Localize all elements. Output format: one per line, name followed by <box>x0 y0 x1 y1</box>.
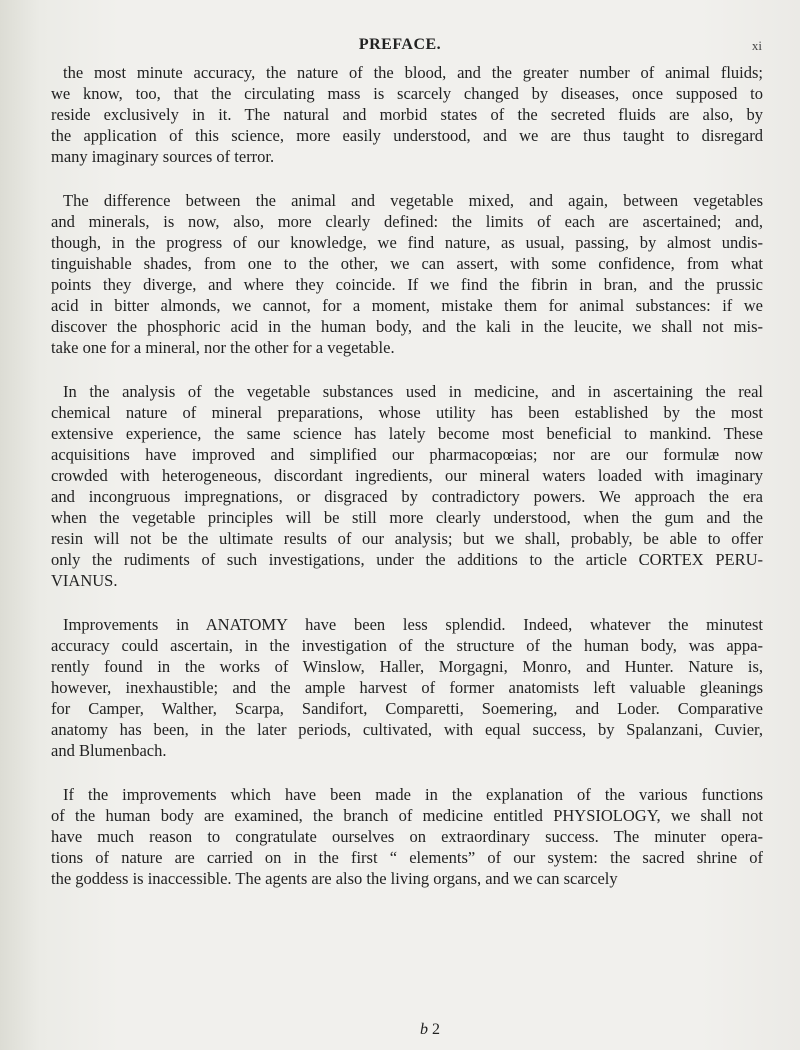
paragraph <box>51 784 763 889</box>
text-line: crowded with heterogeneous, discordant ingredients, our mineral waters loaded with imaginary <box>51 466 763 485</box>
text-line: many imaginary sources of terror. <box>51 147 275 166</box>
text-line: chemical nature of mineral preparations, whose utility has been established by the most <box>51 403 763 422</box>
paragraph <box>51 62 763 167</box>
text-line: we know, too, that the circulating mass is scarcely changed by diseases, once supposed to <box>51 84 763 103</box>
text-line: The difference between the animal and vegetable mixed, and again, between vegetables <box>63 191 763 210</box>
text-line: and incongruous impregnations, or disgraced by contradictory powers. We approach the era <box>51 487 763 506</box>
text-line: the application of this science, more easily understood, and we are thus taught to disregard <box>51 126 763 145</box>
paragraph <box>51 614 763 761</box>
paragraph <box>51 381 763 591</box>
page-number: xi <box>751 38 762 53</box>
text-line: points they diverge, and where they coincide. If we find the fibrin in bran, and the prussic <box>51 275 763 294</box>
text-line: and Blumenbach. <box>51 741 167 760</box>
text-line: the most minute accuracy, the nature of the blood, and the greater number of animal fluids; <box>63 63 763 82</box>
text-line: of the human body are examined, the branch of medicine entitled PHYSIOLOGY, we shall not <box>51 806 763 825</box>
text-line: VIANUS. <box>51 571 118 590</box>
paragraph <box>51 190 763 358</box>
text-line: take one for a mineral, nor the other for a vegetable. <box>51 338 395 357</box>
text-line: however, inexhaustible; and the ample harvest of former anatomists left valuable gleanings <box>51 678 763 697</box>
text-line: Improvements in ANATOMY have been less splendid. Indeed, whatever the minutest <box>63 615 763 634</box>
text-line: reside exclusively in it. The natural and morbid states of the secreted fluids are also, by <box>51 105 763 124</box>
text-line: for Camper, Walther, Scarpa, Sandifort, Comparetti, Soemering, and Loder. Comparative <box>51 699 763 718</box>
text-line: tions of nature are carried on in the first “ elements” of our system: the sacred shrine of <box>51 848 763 867</box>
text-line: tinguishable shades, from one to the other, we can assert, with some confidence, from what <box>51 254 763 273</box>
text-line: acquisitions have improved and simplified our pharmacopœias; nor are our formulæ now <box>51 445 763 464</box>
text-line: though, in the progress of our knowledge, we find nature, as usual, passing, by almost undis- <box>51 233 763 252</box>
signature-letter: b <box>420 1021 428 1038</box>
text-line: If the improvements which have been made in the explanation of the various functions <box>63 785 763 804</box>
signature-number: 2 <box>432 1021 440 1038</box>
text-line: have much reason to congratulate ourselves on extraordinary success. The minuter opera- <box>51 827 763 846</box>
body-text <box>51 62 763 912</box>
text-line: In the analysis of the vegetable substances used in medicine, and in ascertaining the real <box>63 382 763 401</box>
running-title: PREFACE. <box>358 36 442 53</box>
text-line: only the rudiments of such investigations, under the additions to the article CORTEX PERU- <box>51 550 763 569</box>
text-line: extensive experience, the same science has lately become most beneficial to mankind. These <box>51 424 763 443</box>
text-line: rently found in the works of Winslow, Haller, Morgagni, Monro, and Hunter. Nature is, <box>51 657 763 676</box>
text-line: and minerals, is now, also, more clearly defined: the limits of each are ascertained; and, <box>51 212 763 231</box>
text-line: discover the phosphoric acid in the human body, and the kali in the leucite, we shall not mis- <box>51 317 763 336</box>
text-line: accuracy could ascertain, in the investigation of the structure of the human body, was appa- <box>51 636 763 655</box>
text-line: resin will not be the ultimate results of our analysis; but we shall, probably, be able to offer <box>51 529 763 548</box>
text-line: acid in bitter almonds, we cannot, for a moment, mistake them for animal substances: if we <box>51 296 763 315</box>
text-line: when the vegetable principles will be still more clearly understood, when the gum and the <box>51 508 763 527</box>
printer-signature-mark <box>0 1021 800 1039</box>
text-line: anatomy has been, in the later periods, cultivated, with equal success, by Spalanzani, Cuvier, <box>51 720 763 739</box>
text-line: the goddess is inaccessible. The agents are also the living organs, and we can scarcely <box>51 869 618 888</box>
page-header <box>0 36 800 60</box>
